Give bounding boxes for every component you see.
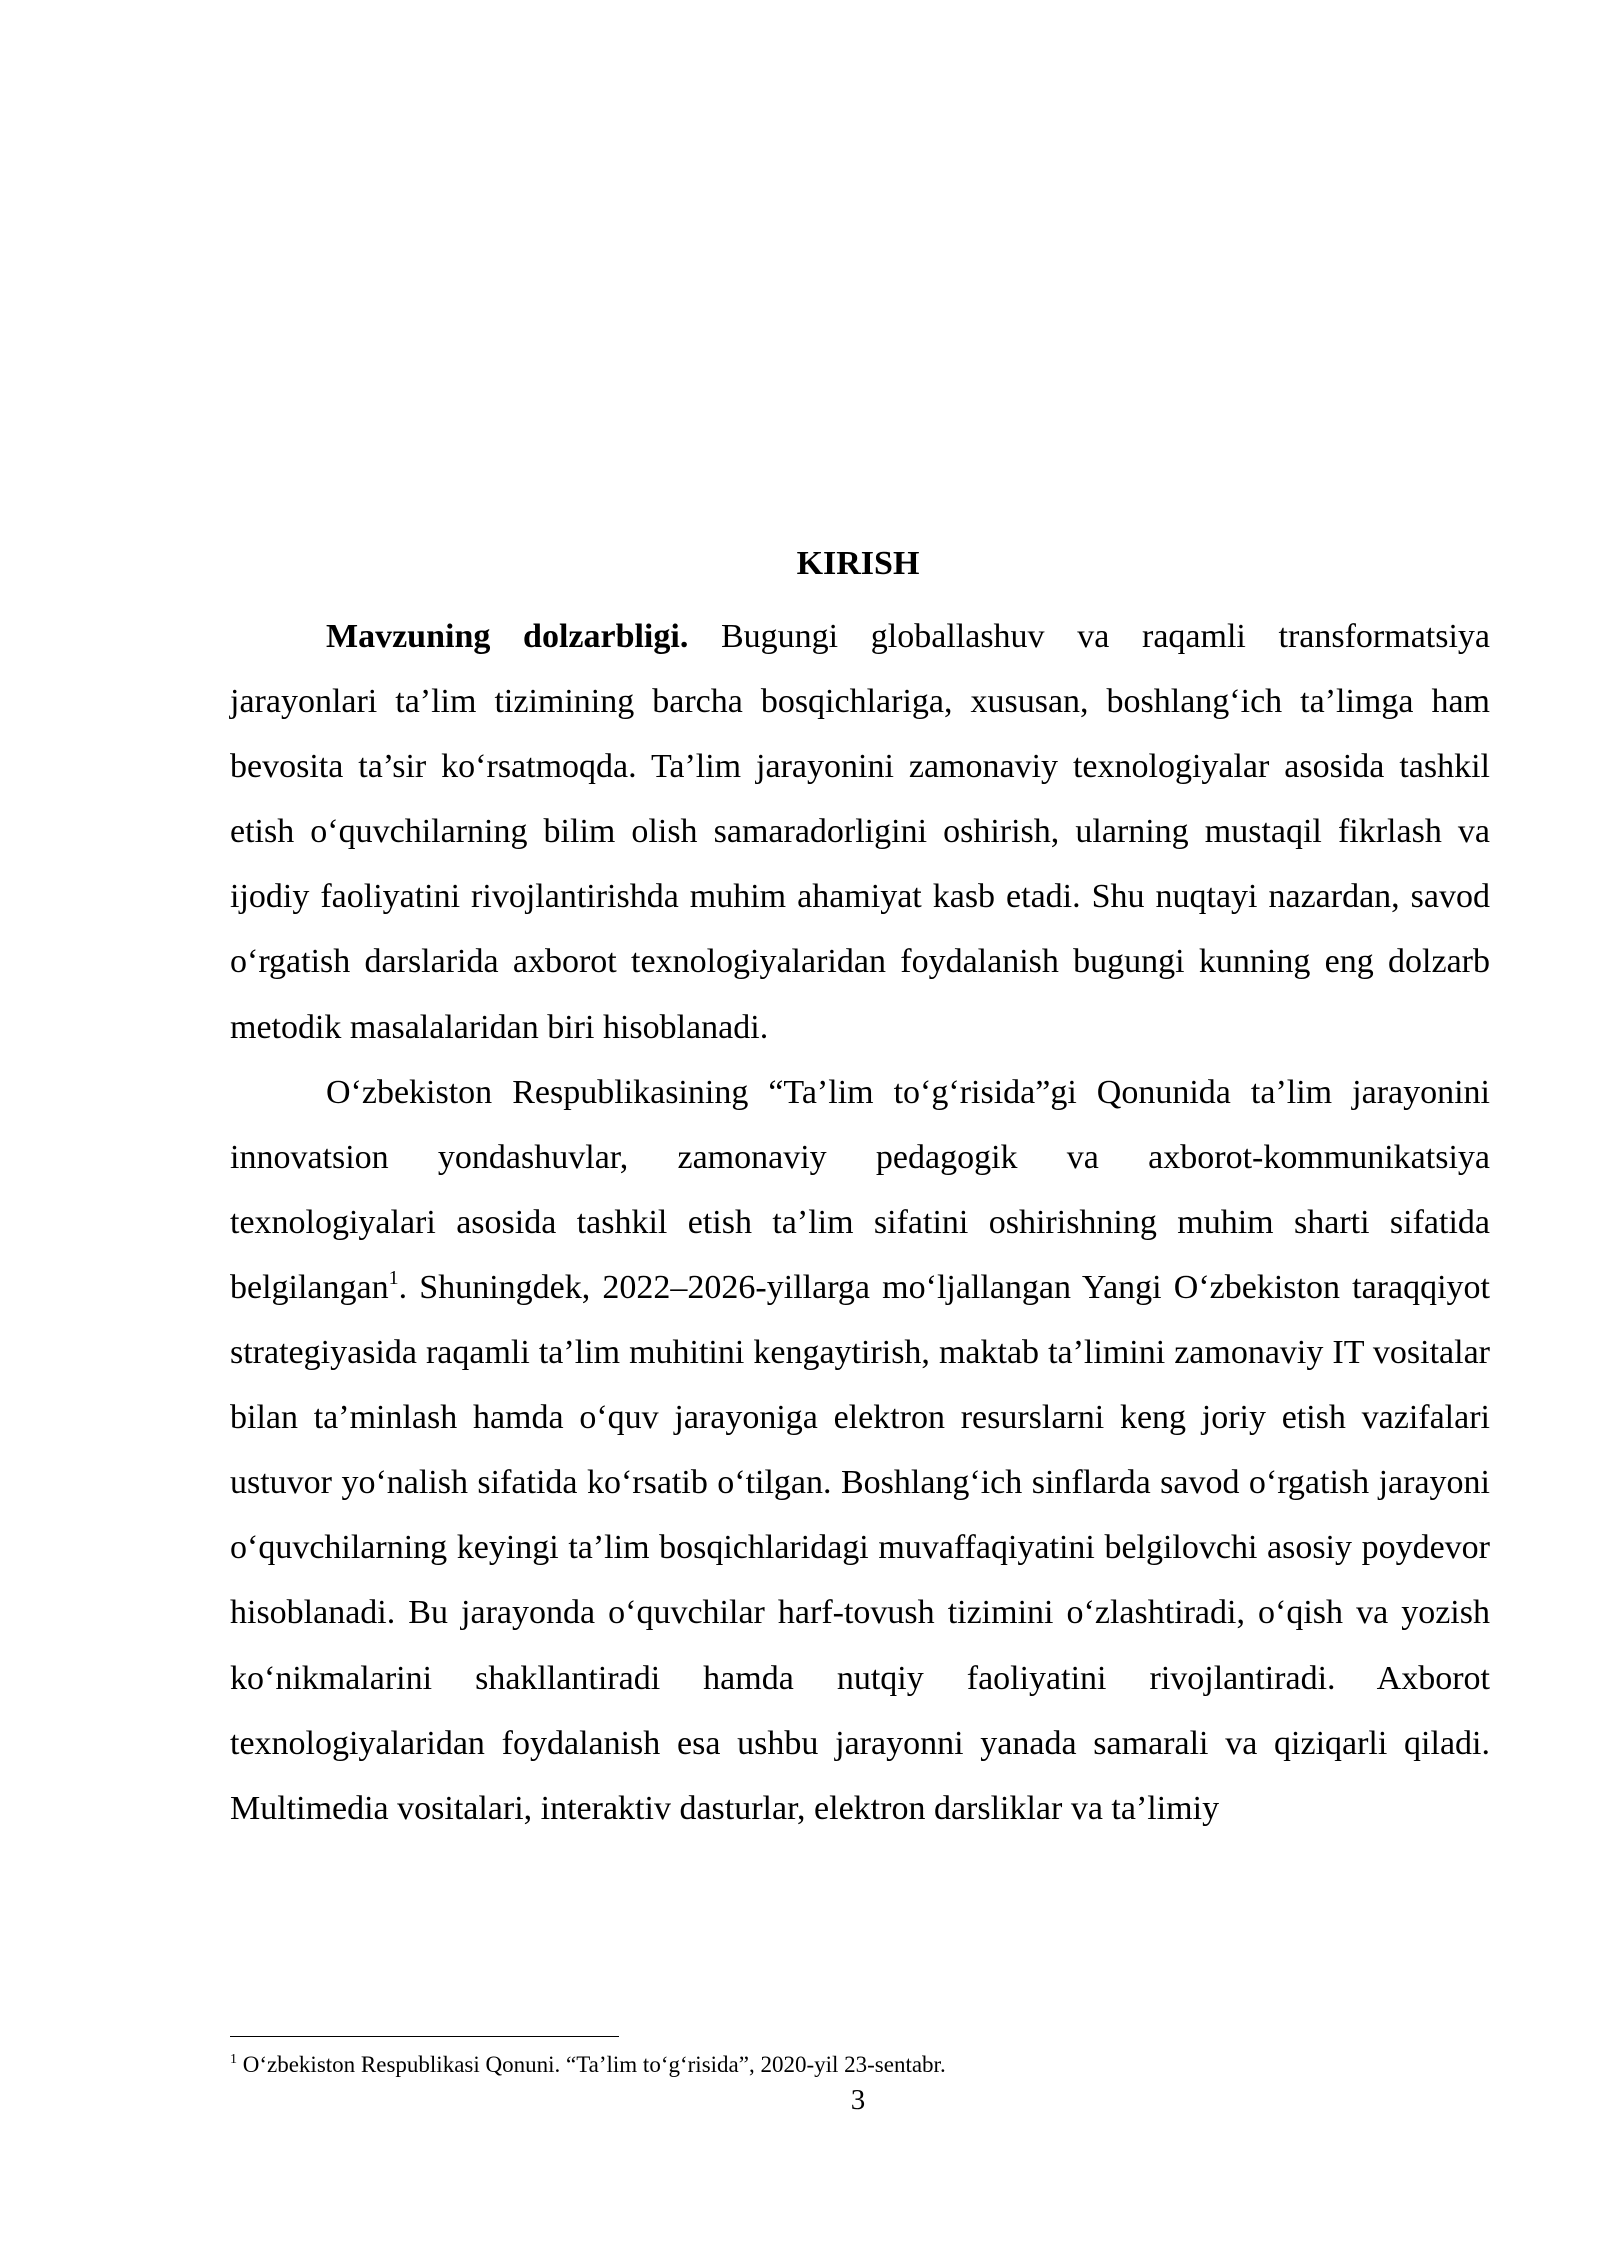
section-heading: KIRISH [796, 545, 920, 582]
page-number: 3 [850, 2084, 866, 2116]
paragraph-text: . Shuningdek, 2022–2026-yillarga mo‘ljallangan Yangi O‘zbekiston taraqqiyot strategiyasida raqamli ta’lim muhitini kengaytirish, maktab ta’limini zamonaviy IT vositalar bilan ta’minlash hamda o‘quv jarayoniga elektron resurslarni keng joriy etish vazifalari ustuvor yo‘nalish sifatida ko‘rsatib o‘tilgan. Boshlang‘ich sinflarda savod o‘rgatish jarayoni o‘quvchilarning keyingi ta’lim bosqichlaridagi muvaffaqiyatini belgilovchi asosiy poydevor hisoblanadi. Bu jarayonda o‘quvchilar harf-tovush tizimini o‘zlashtiradi, o‘qish va yozish ko‘nikmalarini shakllantiradi hamda nutqiy faoliyatini rivojlantiradi. Axborot texnologiyalaridan foydalanish esa ushbu jarayonni yanada samarali va qiziqarli qiladi. Multimedia vositalari, interaktiv dasturlar, elektron darsliklar va ta’limiy [230, 1268, 1490, 1827]
footnote [230, 2050, 1490, 2080]
body-text [230, 604, 1490, 1841]
footnote-reference[interactable]: 1 [388, 1266, 399, 1289]
paragraph-relevance [230, 604, 1490, 1060]
paragraph-text: O‘zbekiston Respublikasining “Ta’lim to‘g‘risida”gi Qonunida ta’lim jarayonini innovatsion yondashuvlar, zamonaviy pedagogik va axborot-kommunikatsiya texnologiyalari asosida tashkil etish ta’lim sifatini oshirishning muhim sharti sifatida belgilangan [230, 1073, 1490, 1306]
footnote-separator [230, 2036, 619, 2037]
paragraph-legislation [230, 1060, 1490, 1841]
paragraph-text: Bugungi globallashuv va raqamli transformatsiya jarayonlari ta’lim tizimining barcha bosqichlariga, xususan, boshlang‘ich ta’limga ham bevosita ta’sir ko‘rsatmoqda. Ta’lim jarayonini zamonaviy texnologiyalar asosida tashkil etish o‘quvchilarning bilim olish samaradorligini oshirish, ularning mustaqil fikrlash va ijodiy faoliyatini rivojlantirishda muhim ahamiyat kasb etadi. Shu nuqtayi nazardan, savod o‘rgatish darslarida axborot texnologiyalaridan foydalanish bugungi kunning eng dolzarb metodik masalalaridan biri hisoblanadi. [230, 618, 1491, 1046]
footnote-text: O‘zbekiston Respublikasi Qonuni. “Ta’lim to‘g‘risida”, 2020-yil 23-sentabr. [237, 2052, 946, 2077]
paragraph-lead: Mavzuning dolzarbligi. [326, 618, 689, 655]
footnote-marker: 1 [230, 2052, 237, 2067]
